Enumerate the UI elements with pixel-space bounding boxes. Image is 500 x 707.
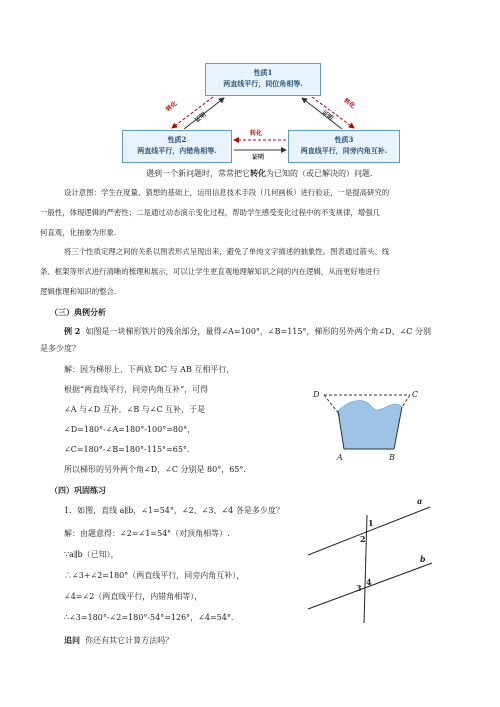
- exercise-followup: 追问 你还有其它计算方法吗？: [64, 635, 174, 645]
- prove-label-right: 证明: [320, 109, 335, 123]
- example2-sol2: 根据“两直线平行，同旁内角互补”，可得: [64, 385, 209, 394]
- trapezoid-label-D: D: [313, 390, 320, 399]
- section4-heading: （四）巩固练习: [50, 485, 106, 495]
- diagram-arrows: [0, 0, 500, 180]
- trapezoid-label-C: C: [412, 390, 419, 399]
- property3-title: 性质3: [334, 135, 354, 144]
- property1-title: 性质1: [253, 68, 273, 77]
- exercise-question: 1．如图，直线 a∥b，∠1=54°，∠2、∠3、∠4 各是多少度？: [64, 506, 284, 515]
- design-intent-line1: 设计意图：学生在度量、猜想的基础上，运用信息技术手段（几何画板）进行验证，一是提高研究的: [64, 188, 390, 197]
- paragraph2-line3: 逻辑推理和知识的整合.: [40, 287, 117, 296]
- diagram-caption: 遇到一个新问题时，常常把它转化为已知的（或已解决的）问题.: [146, 168, 373, 178]
- example2-sol3: ∠A 与∠D 互补，∠B 与∠C 互补，于是: [64, 405, 206, 414]
- design-intent-line2: 一般性，体现逻辑的严密性；二是通过动态演示变化过程，帮助学生感受变化过程中的不变规律，增强几: [40, 208, 380, 217]
- angle-label-3: 3: [356, 583, 362, 593]
- prove-label-left: 证明: [193, 111, 208, 125]
- followup-label: 追问: [64, 635, 80, 645]
- trapezoid-label-B: B: [389, 453, 395, 462]
- exercise-s4: ∠4=∠2（两直线平行，内错角相等），: [64, 592, 203, 601]
- angle-label-1: 1: [368, 518, 374, 528]
- angle-label-4: 4: [366, 577, 372, 587]
- trapezoid-figure: [310, 385, 420, 460]
- design-intent-line3: 何直观，化抽象为形象.: [40, 228, 117, 237]
- property2-text: 两直线平行，内错角相等.: [137, 146, 217, 155]
- exercise-s3: ∴∠3+∠2=180°（两直线平行，同旁内角互补），: [64, 571, 245, 580]
- trapezoid-label-A: A: [337, 453, 343, 462]
- example2-sol6: 所以梯形的另外两个角∠D，∠C 分别是 80°，65°.: [64, 465, 246, 474]
- exercise-s2: ∵a∥b（已知），: [64, 550, 119, 559]
- example2-line2: 是多少度？: [40, 344, 80, 353]
- prove-label-bottom: 证明: [252, 154, 265, 161]
- transform-label-left: 转化: [164, 100, 179, 114]
- example2-sol4: ∠D=180°-∠A=180°-100°=80°，: [64, 425, 196, 434]
- angle-label-2: 2: [360, 534, 366, 544]
- parallel-lines-figure: [300, 495, 440, 625]
- example2-line1: 例 2 如图是一块梯形铁片的残余部分，量得∠A=100°，∠B=115°，梯形的另外两个角∠D、∠C 分别: [64, 326, 431, 336]
- line-label-b: b: [420, 554, 426, 564]
- transform-label-right: 转化: [342, 97, 357, 111]
- exercise-s1: 解：由题意得：∠2=∠1=54°（对顶角相等）.: [64, 529, 230, 538]
- example2-label: 例 2: [64, 326, 81, 336]
- paragraph2-line1: 将三个性质定理之间的关系以图表形式呈现出来，避免了单纯文字描述的抽象性。图表通过箭头、线: [64, 247, 390, 256]
- section3-heading: （三）典例分析: [50, 307, 106, 317]
- property1-text: 两直线平行，同位角相等.: [223, 79, 303, 88]
- transform-label-bottom: 转化: [250, 130, 263, 137]
- property3-text: 两直线平行，同旁内角互补.: [300, 146, 388, 155]
- exercise-s5: ∴∠3=180°-∠2=180°-54°=126°，∠4=54°.: [64, 613, 234, 622]
- property2-title: 性质2: [167, 135, 187, 144]
- paragraph2-line2: 条、框架等形式进行清晰的梳理和展示，可以让学生更直观地理解知识之间的内在逻辑，从而更好地进行: [40, 267, 380, 276]
- example2-sol1: 解：因为梯形上、下两底 DC 与 AB 互相平行，: [64, 365, 235, 374]
- line-label-a: a: [417, 496, 423, 506]
- example2-sol5: ∠C=180°-∠B=180°-115°=65°.: [64, 445, 190, 454]
